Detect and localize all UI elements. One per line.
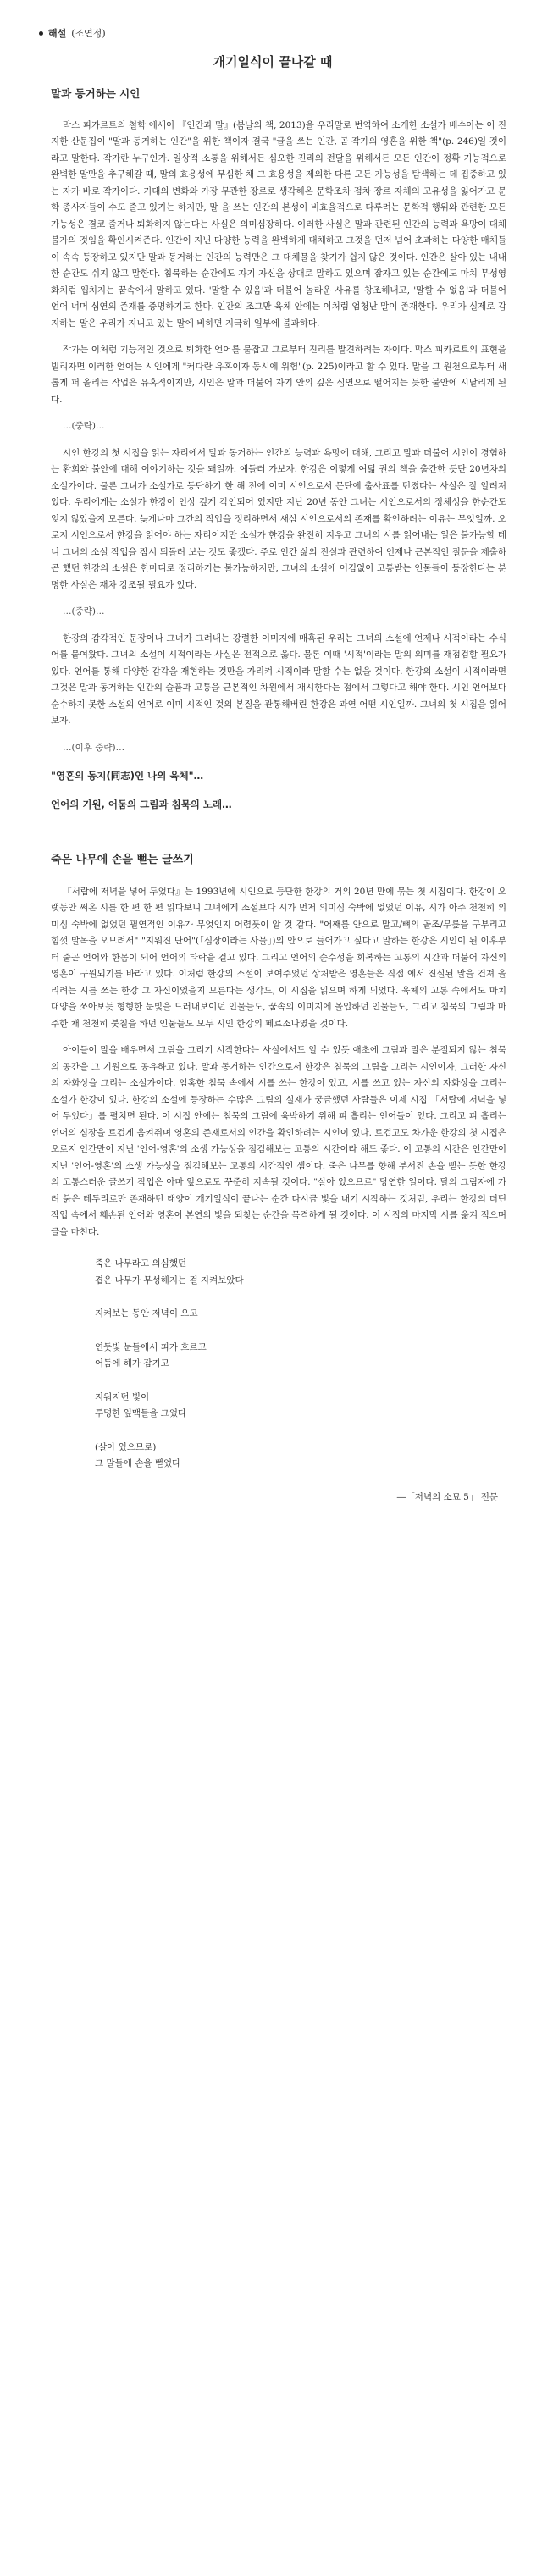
paragraph-2: 작가는 이처럼 기능적인 것으로 퇴화한 언어를 붙잡고 그로부터 진리를 발견하려는 자이다. 막스 피카르트의 표현을 빌리자면 이러한 언어는 시인에게 "커다란 유혹이자 동시에 위험"(p. 225)이라고 할 수 있다. 말을 그 원천으로부터 새롭게 퍼 올리는 작업은 유혹적이지만, 시인은 말과 더불어 자기 안의 깊은 심연으로 떨어지는 듯한 불안에 시달리게 된다. [51, 345, 506, 405]
label-commentary: 해설 [48, 28, 67, 39]
poem-line: 투명한 잎맥들을 그었다 [95, 1408, 187, 1418]
poem-line: (살아 있으므로) [95, 1441, 157, 1452]
poem [95, 1256, 506, 1473]
paragraph-6: 아이들이 말을 배우면서 그림을 그리기 시작한다는 사실에서도 알 수 있듯 애초에 그림과 말은 분절되지 않는 침묵의 공간을 그 기원으로 공유하고 있다. 말과 동거하는 인간으로서 한강은 침묵의 그림을 그리는 시인이자, 그러한 자신의 자화상을 그리는 소설가이다. 엄혹한 침묵 속에서 시를 쓰는 한강이 있고, 시를 쓰고 있는 자신의 자화상을 그리는 소설가 한강이 있다. 한강의 소설에 등장하는 수많은 그림의 실재가 궁금했던 사람들은 이제 시집 「서랍에 저녁을 넣어 두었다」를 펼치면 된다. 이 시집 안에는 침묵의 그림에 육박하기 위해 피 흘리는 언어들이 있다. 그리고 피 흘리는 언어의 심장을 트겁게 움켜쥐며 영혼의 존재로서의 인간을 확인하려는 시인이 있다. 트겁고도 차가운 한강의 첫 시집은 오로지 인간만이 지닌 '언어-영혼'의 소생 가능성을 점검해보는 고통의 시간이라 해도 좋다. 이 고통의 시간은 인간만이 지닌 '언어-영혼'의 소생 가능성을 점검해보는 고통의 시간적인 셈이다. 죽은 나무를 향해 부서진 손을 뻗는 듯한 한강의 고통스러운 글쓰기 작업은 아마 앞으로도 꾸준히 지속될 것이다. "살아 있으므로" 당연한 일이다. 달의 그림자에 가려 붉은 테두리로만 존재하던 태양이 개기일식이 끝나는 순간 다시금 빛을 내기 시작하는 것처럼, 우리는 한강의 더딘 작업 속에서 훼손된 언어와 영혼이 본연의 빛을 되찾는 순간을 목격하게 될 것이다. 이 시집의 마지막 시를 옮겨 적으며 글을 마친다. [51, 1045, 506, 1237]
paragraph-1: 막스 피카르트의 철학 에세이 『인간과 말』(봄날의 책, 2013)을 우리말로 번역하여 소개한 소설가 배수아는 이 진지한 산문집이 "말과 동거하는 인간"을 위한 책이자 결국 "글을 쓰는 인간, 곧 작가의 영혼을 위한 책"(p. 246)일 것이라고 말한다. 작가란 누구인가. 일상적 소통을 위해서든 심오한 진리의 전달을 위해서든 모든 인간이 정확 기능적으로 완벽한 말만을 추구해갈 때, 말의 효용성에 무심한 채 그 효용성을 제외한 다른 모든 가능성을 탐색하는 데 집중하고 있는 자가 바로 작가이다. 기대의 변화와 가장 무관한 장르로 생각해온 문학조차 점차 장르 자체의 고유성을 잃어가고 문학 종사자들이 수도 줄고 있기는 하지만, 말 을 쓰는 인간의 본성이 비효율적으로 다루려는 문학적 행위와 관련한 모든 가능성은 결코 줄거나 퇴화하지 않는다는 사실은 의미심장하다. 이러한 사실은 말과 관련된 인간의 능력과 욕망이 대체 불가의 것임을 확인시켜준다. 인간이 지닌 다양한 능력을 완벽하게 대체하고 그것을 먼저 넘어 초과하는 다양한 매체들이 속속 등장하고 있지만 말과 동거하는 인간의 능력만은 그 대체물을 찾기가 쉽지 않은 것이다. 인간은 살아 있는 내내 한 순간도 쉬지 않고 말한다. 침묵하는 순간에도 자기 자신을 상대로 말하고 있으며 잠자고 있는 순간에도 마치 무성영화처럼 웹처지는 꿈속에서 말하고 있다. '말할 수 있음'과 더불어 놀라운 사유를 창조해내고, '말할 수 없음'과 더불어 언어 너머 심연의 존재를 증명하기도 한다. 인간의 조그만 육체 안에는 이처럼 엄청난 말이 존재한다. 우리가 실제로 감지하는 말은 우리가 지니고 있는 말에 비하면 지극히 일부에 불과하다. [51, 119, 506, 329]
poem-line: 지켜보는 동안 저녁이 오고 [95, 1308, 198, 1318]
poem-line: 죽은 나무라고 의심했던 [95, 1258, 187, 1269]
sub-heading-2: 언어의 기원, 어둠의 그림과 침묵의 노래… [51, 798, 232, 810]
sub-heading-1: "영혼의 동지(同志)인 나의 육체"… [51, 770, 204, 782]
poem-line: 어둠에 헤가 잠기고 [95, 1358, 169, 1368]
paragraph-5: 『서랍에 저녁을 넣어 두었다』는 1993년에 시인으로 등단한 한강의 거의 20년 만에 묶는 첫 시집이다. 한강이 오랫동안 써온 시를 한 편 한 편 읽다보니 그녀에게 소설보다 시가 먼저 의미심 숙박에 없었던 이유, 시가 아주 천천히 의미심 숙박에 없었던 필연적인 이유가 무엇인지 어렴풋이 알 것 같다. "어째를 안으로 말고/뼈의 골조/무릎을 구부리고 힘껏 발목을 오므려서" "지워진 단어"(「심장이라는 사물」)의 안으로 들어가고 싶다고 말하는 한강은 시인이 된 이후부터 줄곧 언어와 한몸이 되어 언어의 타락을 걸고 있다. 그리고 언어의 순수성을 회복하는 고통의 시간과 더불어 자신의 영혼이 구원되기를 바라고 있다. 이처럼 한강의 소설이 보여주었던 상처받은 영혼들은 직접 에서 진실된 말을 건져 올리려는 시를 쓰는 한강 그 자신이었을지 모른다는 생각도, 이 시집을 읽으며 하게 되었다. 육체의 고통 속에서도 마치 대양을 쏘아보듯 형형한 눈빛을 드러내보이던 인물들도, 꿈속의 이미지에 몰입하던 인물들도, 그리고 침묵의 그림과 마주한 채 천천히 붓칠을 하던 인물들도 모두 시인 한강의 페르소나였을 것이다. [51, 886, 506, 1029]
poem-stanza-1 [95, 1256, 506, 1289]
ellipsis-note-2: …(중략)… [63, 606, 105, 616]
label-author: (조연정) [71, 28, 106, 39]
poem-line: 연둣빛 눈들에서 피가 흐르고 [95, 1341, 207, 1352]
section-heading-1: 말과 동거하는 시인 [51, 87, 141, 100]
poem-line: 그 말들에 손을 뻗었다 [95, 1458, 181, 1468]
poem-line: 겹은 나무가 무성해지는 걸 지켜보았다 [95, 1274, 244, 1285]
poem-line: 지워지던 빛이 [95, 1391, 150, 1402]
poem-source: ―「저녁의 소묘 5」 전문 [396, 1491, 498, 1502]
bullet-icon [39, 31, 43, 36]
ellipsis-note-3: …(이후 중략)… [63, 742, 125, 753]
paragraph-3: 시인 한강의 첫 시집을 읽는 자리에서 말과 동거하는 인간의 능력과 욕망에 대해, 그리고 말과 더불어 시인이 경험하는 환희와 불안에 대해 이야기하는 것을 돼일까. 예들러 가보자. 한강은 이렇게 여덟 권의 책을 출간한 듯단 20년차의 소설가이다. 물론 그녀가 소설가로 등단하기 한 해 전에 이미 시인으로서 문단에 출사표를 던졌다는 사실은 잘 알려져 있다. 우리에게는 소설가 한강이 인상 깊게 각인되어 있지만 지난 20년 동안 그녀는 시인으로서의 정체성을 한순간도 잊지 않았을지 모른다. 늦게나마 그간의 작업을 정리하면서 새삼 시인으로서의 존재를 확인하려는 이유는 무엇일까. 오로지 시인으로서 한강을 읽어야 하는 자리이지만 소설가 한강을 완전히 지우고 그녀의 시를 읽어내는 일은 불가능할 테니 그녀의 소설 작업을 잠시 되돌려 보는 것도 좋겠다. 주로 인간 삶의 진실과 관련하여 언제나 근본적인 질문을 제출하곤 했던 한강의 소설은 한마디로 정리하기는 불가능하지만, 그녀의 소설에 어김없이 고통받는 인물들이 등장한다는 분명한 사실은 재차 강조될 필요가 있다. [51, 447, 506, 590]
poem-stanza-2 [95, 1306, 506, 1323]
section-heading-2: 죽은 나무에 손을 뻗는 글쓰기 [51, 854, 194, 866]
main-title: 개기일식이 끝나갈 때 [213, 53, 333, 69]
label-line [39, 25, 506, 42]
ellipsis-note-1: …(중략)… [63, 421, 105, 431]
paragraph-4: 한강의 감각적인 문장이나 그녀가 그려내는 강렬한 이미지에 매혹된 우리는 그녀의 소설에 언제나 시적이라는 수식어를 붙여왔다. 그녀의 소설이 시적이라는 사실은 전적으로 옳다. 물론 이때 '시적'이라는 말의 의미를 재점검할 필요가 있다. 언어를 통해 다양한 감각을 재현하는 것만을 가리켜 시적이라 말할 수는 없을 것이다. 한강의 소설이 시적이라면 그것은 말과 동거하는 인간의 슬픔과 고통을 근본적인 차원에서 재시한다는 점에서 그렇다고 해야 한다. 시인 언어보다 순수하지 못한 소설의 언어로 이미 시적인 것의 본질을 관통해버린 한강은 과연 어떤 시인일까. 그녀의 첫 시집을 읽어보자. [51, 633, 506, 726]
poem-stanza-3 [95, 1340, 506, 1373]
poem-stanza-5 [95, 1440, 506, 1473]
poem-stanza-4 [95, 1390, 506, 1423]
